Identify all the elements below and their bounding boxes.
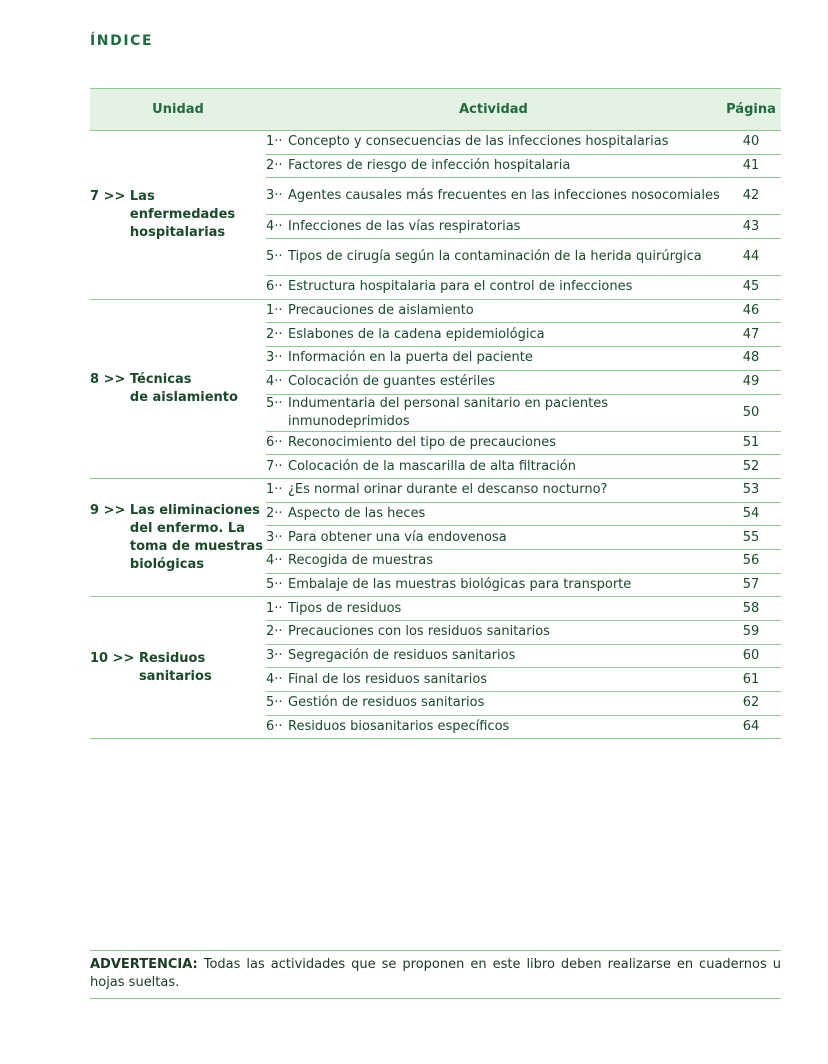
column-header-page: Página bbox=[721, 89, 781, 131]
activity-cell bbox=[266, 526, 721, 550]
activity-title: Concepto y consecuencias de las infecciones hospitalarias bbox=[288, 134, 669, 150]
page-number: 57 bbox=[721, 573, 781, 597]
unit-cell bbox=[90, 299, 266, 478]
activity-title: Para obtener una vía endovenosa bbox=[288, 529, 507, 545]
activity-cell bbox=[266, 573, 721, 597]
activity-title: Recogida de muestras bbox=[288, 553, 433, 569]
activity-number: 4·· bbox=[266, 218, 283, 234]
table-row bbox=[90, 299, 781, 323]
page-number: 45 bbox=[721, 276, 781, 300]
activity-number: 3·· bbox=[266, 529, 283, 545]
activity-title: Tipos de residuos bbox=[288, 600, 402, 616]
unit-title: Las enfermedades hospitalarias bbox=[129, 188, 236, 240]
activity-title: Residuos biosanitarios específicos bbox=[288, 719, 510, 735]
activity-number: 3·· bbox=[266, 188, 283, 204]
unit-title: Residuos sanitarios bbox=[138, 650, 212, 684]
activity-number: 6·· bbox=[266, 719, 283, 735]
unit-title: Técnicas de aislamiento bbox=[129, 371, 238, 405]
activity-number: 5·· bbox=[266, 576, 283, 592]
activity-cell bbox=[266, 502, 721, 526]
index-body bbox=[90, 131, 781, 739]
page-number: 46 bbox=[721, 299, 781, 323]
activity-cell bbox=[266, 455, 721, 479]
unit-number: 7 >> bbox=[90, 188, 130, 204]
activity-number: 7·· bbox=[266, 458, 283, 474]
activity-cell bbox=[266, 692, 721, 716]
activity-title: Final de los residuos sanitarios bbox=[288, 671, 488, 687]
page-number: 64 bbox=[721, 715, 781, 739]
unit-cell bbox=[90, 597, 266, 739]
unit-heading bbox=[90, 188, 266, 242]
activity-cell bbox=[266, 178, 721, 215]
unit-title: Las eliminaciones del enfermo. La toma de muestras biológicas bbox=[129, 502, 264, 572]
activity-cell bbox=[266, 276, 721, 300]
page-number: 42 bbox=[721, 178, 781, 215]
activity-number: 5·· bbox=[266, 249, 283, 265]
page-number: 52 bbox=[721, 455, 781, 479]
activity-cell bbox=[266, 239, 721, 276]
activity-number: 1·· bbox=[266, 482, 283, 498]
activity-cell bbox=[266, 715, 721, 739]
activity-title: Precauciones con los residuos sanitarios bbox=[288, 624, 550, 640]
unit-heading bbox=[90, 371, 266, 407]
page-number: 62 bbox=[721, 692, 781, 716]
activity-title: Embalaje de las muestras biológicas para transporte bbox=[288, 576, 632, 592]
activity-number: 4·· bbox=[266, 374, 283, 390]
activity-number: 5·· bbox=[266, 695, 283, 711]
column-header-unit: Unidad bbox=[90, 89, 266, 131]
activity-cell bbox=[266, 370, 721, 394]
activity-cell bbox=[266, 131, 721, 155]
page-number: 53 bbox=[721, 478, 781, 502]
activity-title: Factores de riesgo de infección hospitalaria bbox=[288, 158, 571, 174]
activity-cell bbox=[266, 621, 721, 645]
activity-number: 5·· bbox=[266, 395, 283, 411]
unit-heading bbox=[90, 502, 266, 574]
activity-cell bbox=[266, 215, 721, 239]
activity-number: 1·· bbox=[266, 303, 283, 319]
activity-title: Gestión de residuos sanitarios bbox=[288, 695, 485, 711]
page-number: 56 bbox=[721, 549, 781, 573]
activity-number: 4·· bbox=[266, 553, 283, 569]
page-number: 51 bbox=[721, 431, 781, 455]
activity-cell bbox=[266, 299, 721, 323]
activity-number: 2·· bbox=[266, 505, 283, 521]
page-number: 41 bbox=[721, 154, 781, 178]
activity-number: 3·· bbox=[266, 648, 283, 664]
activity-cell bbox=[266, 154, 721, 178]
unit-cell bbox=[90, 478, 266, 596]
activity-cell bbox=[266, 644, 721, 668]
page-number: 43 bbox=[721, 215, 781, 239]
page-number: 59 bbox=[721, 621, 781, 645]
table-row bbox=[90, 131, 781, 155]
activity-title: ¿Es normal orinar durante el descanso nocturno? bbox=[288, 482, 608, 498]
activity-number: 2·· bbox=[266, 624, 283, 640]
activity-title: Información en la puerta del paciente bbox=[288, 350, 533, 366]
activity-cell bbox=[266, 478, 721, 502]
activity-number: 1·· bbox=[266, 134, 283, 150]
unit-cell bbox=[90, 131, 266, 300]
activity-number: 2·· bbox=[266, 326, 283, 342]
activity-cell bbox=[266, 431, 721, 455]
activity-number: 1·· bbox=[266, 600, 283, 616]
activity-cell bbox=[266, 597, 721, 621]
page-number: 44 bbox=[721, 239, 781, 276]
activity-title: Eslabones de la cadena epidemiológica bbox=[288, 326, 545, 342]
activity-title: Estructura hospitalaria para el control de infecciones bbox=[288, 279, 633, 295]
unit-heading bbox=[90, 650, 266, 686]
activity-number: 2·· bbox=[266, 158, 283, 174]
page-number: 47 bbox=[721, 323, 781, 347]
page-title: ÍNDICE bbox=[90, 33, 154, 49]
activity-title: Agentes causales más frecuentes en las infecciones nosocomiales bbox=[288, 188, 720, 204]
activity-cell bbox=[266, 668, 721, 692]
table-row bbox=[90, 597, 781, 621]
warning-text: Todas las actividades que se proponen en este libro deben realizarse en cuadernos u hojas sueltas. bbox=[90, 957, 781, 990]
page-number: 61 bbox=[721, 668, 781, 692]
activity-title: Colocación de la mascarilla de alta filtración bbox=[288, 458, 576, 474]
activity-title: Precauciones de aislamiento bbox=[288, 303, 474, 319]
table-row bbox=[90, 478, 781, 502]
index-table bbox=[90, 88, 781, 739]
activity-number: 3·· bbox=[266, 350, 283, 366]
unit-number: 10 >> bbox=[90, 650, 139, 666]
unit-number: 9 >> bbox=[90, 502, 130, 518]
page-number: 49 bbox=[721, 370, 781, 394]
activity-number: 4·· bbox=[266, 671, 283, 687]
page-number: 48 bbox=[721, 347, 781, 371]
activity-cell bbox=[266, 549, 721, 573]
activity-title: Tipos de cirugía según la contaminación de la herida quirúrgica bbox=[288, 249, 702, 265]
activity-title: Indumentaria del personal sanitario en pacientes inmunodeprimidos bbox=[288, 395, 608, 429]
warning-label: ADVERTENCIA: bbox=[90, 957, 198, 972]
page-number: 60 bbox=[721, 644, 781, 668]
warning-note bbox=[90, 950, 781, 999]
activity-title: Aspecto de las heces bbox=[288, 505, 426, 521]
activity-cell bbox=[266, 323, 721, 347]
unit-number: 8 >> bbox=[90, 371, 130, 387]
activity-title: Infecciones de las vías respiratorias bbox=[288, 218, 521, 234]
activity-cell bbox=[266, 347, 721, 371]
activity-number: 6·· bbox=[266, 279, 283, 295]
activity-title: Reconocimiento del tipo de precauciones bbox=[288, 434, 557, 450]
activity-title: Colocación de guantes estériles bbox=[288, 374, 496, 390]
page-number: 40 bbox=[721, 131, 781, 155]
page-number: 54 bbox=[721, 502, 781, 526]
activity-number: 6·· bbox=[266, 434, 283, 450]
activity-title: Segregación de residuos sanitarios bbox=[288, 648, 516, 664]
column-header-activity: Actividad bbox=[266, 89, 721, 131]
page-number: 50 bbox=[721, 394, 781, 431]
table-header-row bbox=[90, 89, 781, 131]
page-number: 58 bbox=[721, 597, 781, 621]
page-number: 55 bbox=[721, 526, 781, 550]
activity-cell bbox=[266, 394, 721, 431]
